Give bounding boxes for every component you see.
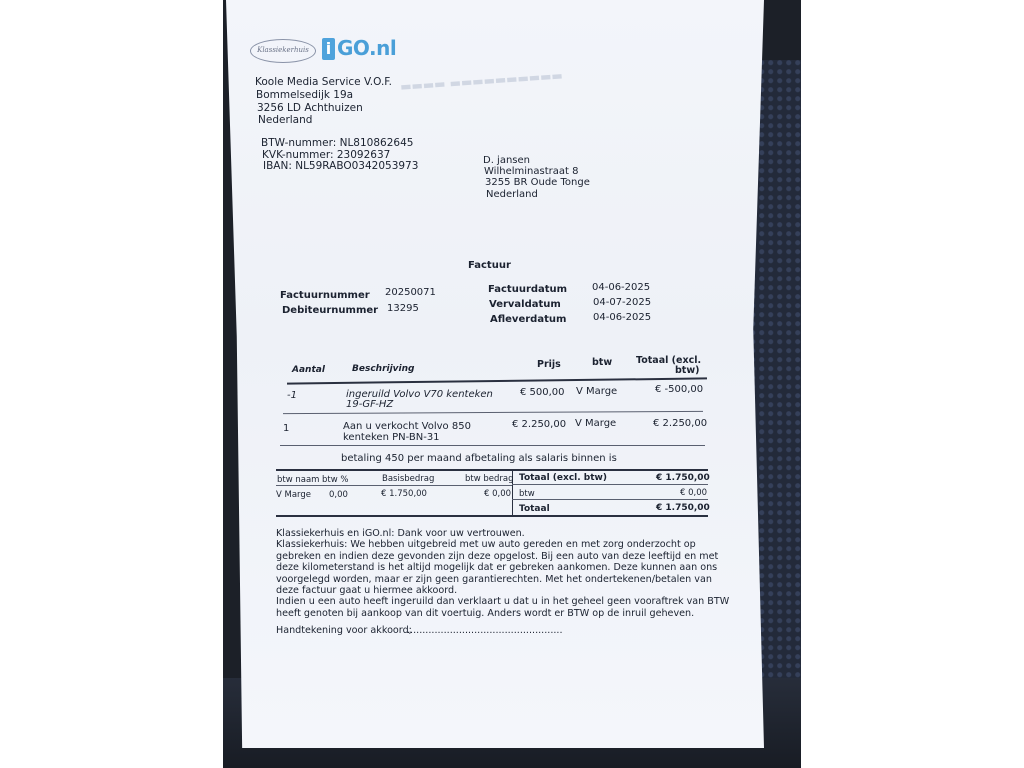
- row2-qty: 1: [283, 423, 290, 434]
- recipient-name: D. jansen: [483, 155, 531, 166]
- row1-price: € 500,00: [520, 387, 565, 398]
- igo-logo-mark: i: [322, 38, 335, 60]
- due-date-value: 04-07-2025: [593, 297, 652, 308]
- debtor-number-label: Debiteurnummer: [282, 305, 379, 316]
- row1-qty: -1: [287, 390, 297, 401]
- vat-summary-row-name: V Marge: [276, 490, 312, 500]
- terms-line: Klassiekerhuis: We hebben uitgebreid met uw auto gereden en met zorg onderzocht op: [276, 539, 696, 551]
- klassiekerhuis-logo: Klassiekerhuis: [250, 39, 316, 63]
- row2-rule: [280, 445, 705, 446]
- col-header-description: Beschrijving: [352, 364, 415, 374]
- delivery-date-value: 04-06-2025: [593, 312, 652, 323]
- terms-line: gebreken en indien deze gevonden zijn deze opgelost. Bij een auto van deze leeftijd en met: [276, 550, 719, 562]
- row1-vat: V Marge: [576, 386, 618, 397]
- signature-line: ...................................................: [407, 625, 563, 636]
- vat-summary-row-amount: € 0,00: [484, 489, 512, 499]
- recipient-street: Wilhelminastraat 8: [484, 166, 579, 177]
- terms-line: deze factuur gaat u hiermee akkoord.: [276, 585, 458, 597]
- vat-summary-header-rule: [276, 485, 512, 486]
- sender-name: Koole Media Service V.O.F.: [255, 76, 392, 88]
- vat-summary-header-base: Basisbedrag: [382, 474, 435, 484]
- vat-summary-row-base: € 1.750,00: [381, 489, 427, 499]
- row2-description-line1: Aan u verkocht Volvo 850: [343, 421, 471, 432]
- terms-line: Klassiekerhuis en iGO.nl: Dank voor uw vertrouwen.: [276, 528, 525, 539]
- col-header-total-line2: btw): [675, 365, 700, 376]
- totals-excl-label: Totaal (excl. btw): [519, 473, 607, 483]
- row1-total: € -500,00: [655, 384, 704, 395]
- totals-vat-label: btw: [519, 489, 535, 499]
- row1-description-line2: 19-GF-HZ: [346, 399, 394, 410]
- recipient-country: Nederland: [486, 189, 538, 200]
- sender-street: Bommelsedijk 19a: [256, 89, 354, 101]
- vat-summary-header-pct: btw %: [322, 475, 349, 485]
- payment-note: betaling 450 per maand afbetaling als salaris binnen is: [341, 453, 617, 464]
- igo-logo-text: GO.nl: [337, 36, 397, 60]
- invoice-date-label: Factuurdatum: [488, 284, 568, 295]
- sender-city: 3256 LD Achthuizen: [257, 102, 363, 114]
- recipient-city: 3255 BR Oude Tonge: [485, 177, 590, 188]
- totals-rule-1: [512, 484, 708, 485]
- vat-summary-row-pct: 0,00: [329, 490, 348, 500]
- col-header-qty: Aantal: [292, 365, 325, 375]
- delivery-date-label: Afleverdatum: [490, 314, 567, 325]
- totals-total-value: € 1.750,00: [656, 503, 710, 513]
- sender-country: Nederland: [258, 114, 313, 126]
- debtor-number-value: 13295: [387, 303, 419, 314]
- terms-line: Indien u een auto heeft ingeruild dan verklaart u dat u in het geheel geen vooraftrek van BTW: [276, 596, 730, 608]
- totals-excl-value: € 1.750,00: [656, 473, 710, 483]
- col-header-total-line1: Totaal (excl.: [636, 355, 702, 366]
- totals-rule-2: [512, 499, 708, 500]
- col-header-price: Prijs: [537, 359, 561, 370]
- signature-label: Handtekening voor akkoord;: [276, 625, 412, 636]
- row2-vat: V Marge: [575, 418, 617, 429]
- terms-line: heeft genoten bij aankoop van dit voertuig. Anders wordt er BTW op de inruil geheven.: [276, 607, 695, 619]
- vat-summary-header-amount: btw bedrag: [465, 474, 514, 484]
- terms-line: deze kilometerstand is het altijd mogelijk dat er gebreken aankomen. Deze kunnen aan ons: [276, 562, 718, 574]
- invoice-title: Factuur: [468, 260, 511, 271]
- row2-description-line2: kenteken PN-BN-31: [343, 432, 440, 443]
- reverse-side-showthrough: ▬▬▬▬ ▬▬▬▬▬▬▬▬▬▬: [399, 68, 564, 94]
- terms-line: voorgelegd worden, maar er zijn geen garantierechten. Met het ondertekenen/betalen van: [276, 573, 712, 585]
- row2-price: € 2.250,00: [512, 419, 567, 430]
- vat-summary-header-name: btw naam: [277, 475, 320, 485]
- summary-top-rule: [276, 469, 708, 471]
- row1-description-line1: ingeruild Volvo V70 kenteken: [346, 389, 493, 400]
- summary-bottom-rule: [276, 515, 708, 517]
- invoice-number-value: 20250071: [385, 287, 436, 298]
- due-date-label: Vervaldatum: [489, 299, 561, 310]
- terms-paragraph: [276, 528, 730, 619]
- invoice-date-value: 04-06-2025: [592, 282, 651, 293]
- totals-vat-value: € 0,00: [680, 488, 708, 498]
- sender-btw-number: BTW-nummer: NL810862645: [261, 137, 414, 149]
- sender-iban: IBAN: NL59RABO0342053973: [263, 160, 419, 172]
- totals-total-label: Totaal: [519, 504, 550, 514]
- sender-kvk-number: KVK-nummer: 23092637: [262, 149, 391, 161]
- col-header-vat: btw: [592, 357, 613, 368]
- invoice-number-label: Factuurnummer: [280, 290, 370, 301]
- row2-total: € 2.250,00: [653, 418, 708, 429]
